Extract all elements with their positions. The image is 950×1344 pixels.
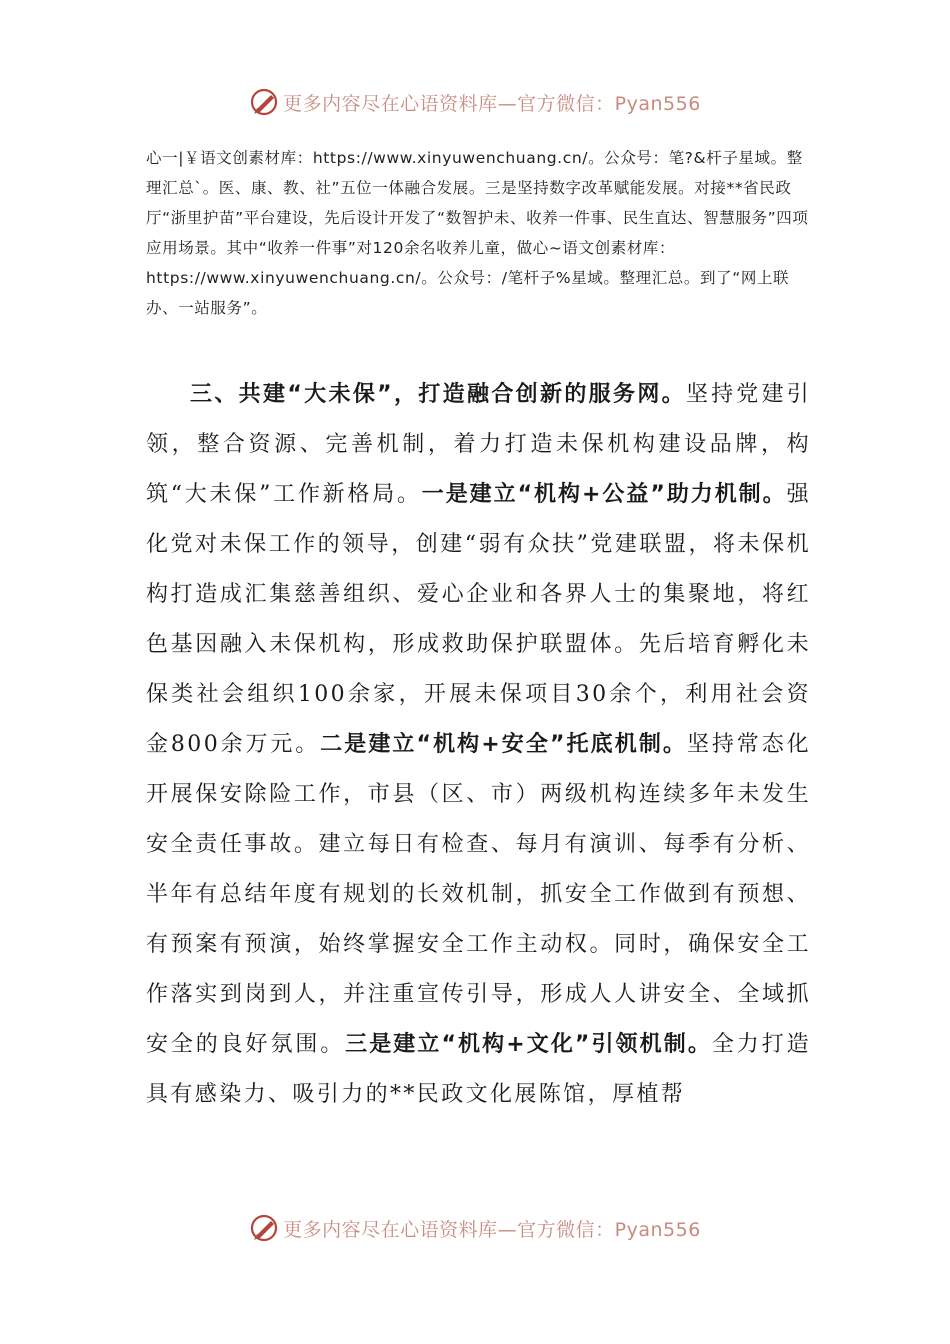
section-p2: 强化党对未保工作的领导，创建“弱有众扶”党建联盟，将未保机构打造成汇集慈善组织、爱心企业和各界人士的集聚地，将红色基因融入未保机构，形成救助保护联盟体。先后培育孵化未保类社会组织100余家，开展未保项目30余个，利用社会资金800余万元。 <box>146 482 812 757</box>
body-text <box>146 370 811 1120</box>
section-heading: 三、共建“大未保”，打造融合创新的服务网。 <box>190 382 687 407</box>
pen-logo-icon <box>249 87 279 117</box>
subheading-1: 一是建立“机构+公益”助力机制。 <box>421 482 787 507</box>
banner-text: 更多内容尽在心语资料库—官方微信：Pyan556 <box>283 1218 701 1241</box>
subheading-3: 三是建立“机构+文化”引领机制。 <box>345 1032 712 1057</box>
section-paragraph <box>146 370 811 1120</box>
section-p3: 坚持常态化开展保安除险工作，市县（区、市）两级机构连续多年未发生安全责任事故。建立每日有检查、每月有演训、每季有分析、半年有总结年度有规划的长效机制，抓安全工作做到有预想、有预案有预演，始终掌握安全工作主动权。同时，确保安全工作落实到岗到人，并注重宣传引导，形成人人讲安全、全域抓安全的良好氛围。 <box>146 732 811 1057</box>
footer-banner <box>0 1208 950 1248</box>
pen-logo-icon <box>249 1213 279 1243</box>
section-p4: 全力打造具有感染力、吸引力的**民政文化展陈馆，厚植帮 <box>146 1032 811 1107</box>
intro-text: 心一|￥语文创素材库：https://www.xinyuwenchuang.cn/。公众号：笔?&杆子星域。整理汇总`。医、康、教、社”五位一体融合发展。三是坚持数字改革赋能发展。对接**省民政厅“浙里护苗”平台建设，先后设计开发了“数智护未、收养一件事、民生直达、智慧服务”四项应用场景。其中“收养一件事”对120余名收养儿童，做心~语文创素材库：https://www.xinyuwenchuang.cn/。公众号：/笔杆子%星域。整理汇总。到了“网上联办、一站服务”。 <box>146 149 809 317</box>
intro-paragraph <box>146 143 816 323</box>
subheading-2: 二是建立“机构+安全”托底机制。 <box>320 732 688 757</box>
header-banner <box>0 82 950 122</box>
banner-text: 更多内容尽在心语资料库—官方微信：Pyan556 <box>283 92 701 115</box>
section-p1: 坚持党建引领，整合资源、完善机制，着力打造未保机构建设品牌，构筑“大未保”工作新格局。 <box>146 382 811 507</box>
